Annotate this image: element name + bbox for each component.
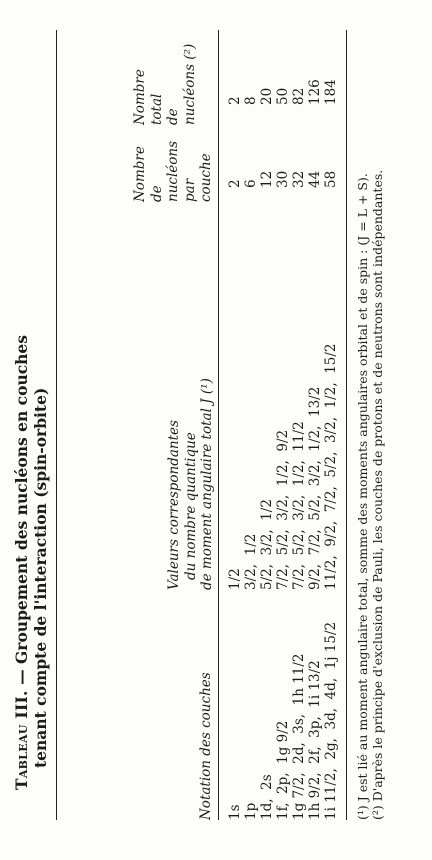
cell-par-couche: 2 <box>227 179 243 188</box>
cell-par-couche: 6 <box>243 179 259 188</box>
header-par-couche-line5: couche <box>198 153 214 202</box>
header-par-couche-line4: par <box>181 178 198 202</box>
header-valeurs <box>166 378 216 590</box>
cell-total: 50 <box>275 87 291 105</box>
bottom-rule <box>346 30 347 820</box>
cell-notation: 1g 7/2, 2d, 3s, 1h 11/2 <box>291 653 307 820</box>
cell-notation: 1s <box>227 804 243 820</box>
cell-par-couche: 32 <box>291 170 307 188</box>
cell-total: 2 <box>227 96 243 105</box>
cell-notation: 1h 9/2, 2f, 3p, 1i 13/2 <box>307 660 323 820</box>
cell-total: 184 <box>323 79 339 105</box>
cell-valeurs: 9/2, 7/2, 5/2, 3/2, 1/2, 13/2 <box>307 386 323 590</box>
cell-valeurs: 11/2, 9/2, 7/2, 5/2, 3/2, 1/2, 15/2 <box>323 343 339 590</box>
table-title-line2: tenant compte de l'interaction (spin-orbite) <box>31 387 50 768</box>
header-valeurs-line1: Valeurs correspondantes <box>166 420 182 590</box>
table-title-line1: Groupement des nucléons en couches <box>12 334 31 664</box>
header-par-couche-line1: Nombre <box>132 146 148 202</box>
table-label: Tableau III. <box>12 690 31 790</box>
cell-valeurs: 7/2, 5/2, 3/2, 1/2, 9/2 <box>275 429 291 590</box>
cell-total: 82 <box>291 87 307 105</box>
cell-valeurs: 7/2, 5/2, 3/2, 1/2, 11/2 <box>291 421 307 590</box>
cell-valeurs: 5/2, 3/2, 1/2 <box>259 499 275 590</box>
header-valeurs-line3: de moment angulaire total J (¹) <box>199 378 215 590</box>
cell-notation: 1p <box>243 802 259 820</box>
cell-notation: 1d, 2s <box>259 774 275 820</box>
cell-total: 20 <box>259 87 275 105</box>
caption-line-1 <box>12 30 31 790</box>
cell-notation: 1i 11/2, 2g, 3d, 4d, 1j 15/2 <box>323 621 339 820</box>
header-total <box>132 44 198 125</box>
cell-par-couche: 12 <box>259 170 275 188</box>
header-total-line2: total <box>148 93 165 125</box>
header-total-line3: de <box>165 108 181 125</box>
footnote-2: (²) D'après le principe d'exclusion de Pauli, les couches de protons et de neutrons sont indépendantes. <box>370 169 385 820</box>
caption-dash: — <box>12 663 31 691</box>
header-valeurs-line2: du nombre quantique <box>182 432 199 580</box>
cell-notation: 1f, 2p, 1g 9/2 <box>275 720 291 820</box>
header-par-couche <box>132 141 215 202</box>
cell-par-couche: 44 <box>307 170 323 188</box>
header-total-line1: Nombre <box>132 69 148 125</box>
table-caption <box>12 30 50 790</box>
cell-total: 8 <box>243 96 259 105</box>
cell-par-couche: 30 <box>275 170 291 188</box>
cell-valeurs: 3/2, 1/2 <box>243 533 259 590</box>
header-par-couche-line3: nucléons <box>165 140 181 202</box>
cell-valeurs: 1/2 <box>227 568 243 590</box>
header-rule <box>218 30 219 820</box>
header-total-line4: nucléons (²) <box>181 43 198 125</box>
header-notation: Notation des couches <box>198 672 214 820</box>
footnote-1: (¹) J est lié au moment angulaire total, somme des moments angulaires orbital et de spin : (J = L + S). <box>355 173 370 820</box>
cell-total: 126 <box>307 79 323 105</box>
cell-par-couche: 58 <box>323 170 339 188</box>
top-rule <box>56 30 57 820</box>
header-par-couche-line2: de <box>148 185 165 202</box>
